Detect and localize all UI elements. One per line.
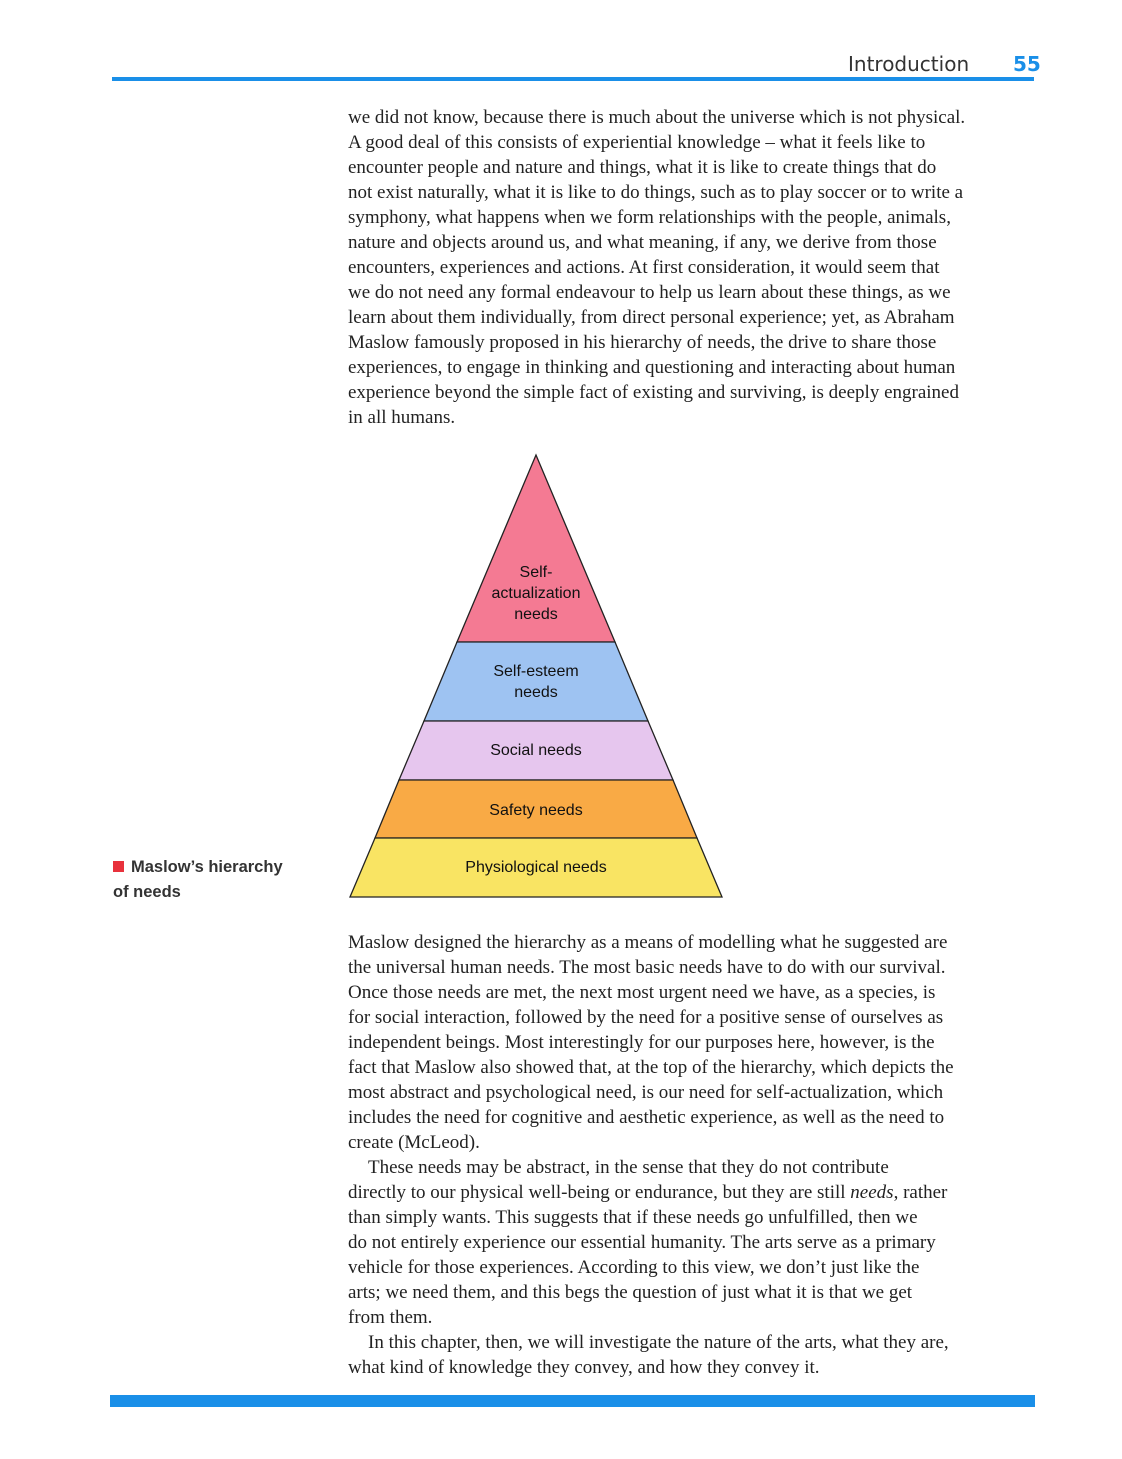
text-line: create (McLeod).	[348, 1132, 480, 1153]
text-line: learn about them individually, from direct personal experience; yet, as Abraham	[348, 307, 955, 328]
pyramid-label: needs	[514, 606, 558, 623]
text-line: includes the need for cognitive and aesthetic experience, as well as the need to	[348, 1107, 945, 1128]
text-line: most abstract and psychological need, is our need for self-actualization, which	[348, 1082, 944, 1103]
pyramid-level-self-esteem	[424, 642, 648, 721]
text-line: independent beings. Most interestingly for our purposes here, however, is the	[348, 1032, 935, 1053]
text-line: than simply wants. This suggests that if these needs go unfulfilled, then we	[348, 1207, 918, 1228]
footer-rule	[110, 1395, 1035, 1407]
pyramid-label: Self-esteem	[493, 663, 579, 680]
pyramid-label: Physiological needs	[465, 859, 607, 876]
caption-line: of needs	[113, 883, 181, 901]
emphasis-needs: needs	[850, 1182, 894, 1203]
body-paragraphs-bottom	[348, 930, 1038, 1380]
text-line: vehicle for those experiences. According to this view, we don’t just like the	[348, 1257, 920, 1278]
caption-text: Maslow’s hierarchy	[131, 858, 283, 876]
text-line: arts; we need them, and this begs the question of just what it is that we get	[348, 1282, 913, 1303]
text-line: symphony, what happens when we form relationships with the people, animals,	[348, 207, 951, 228]
text-line: not exist naturally, what it is like to do things, such as to play soccer or to write a	[348, 182, 964, 203]
text-run: directly to our physical well-being or endurance, but they are still	[348, 1182, 851, 1203]
pyramid-label: Safety needs	[489, 802, 583, 819]
text-line: fact that Maslow also showed that, at the top of the hierarchy, which depicts the	[348, 1057, 954, 1078]
text-line: These needs may be abstract, in the sense that they do not contribute	[368, 1157, 889, 1178]
caption-square-icon	[113, 861, 124, 872]
pyramid-label: needs	[514, 684, 558, 701]
text-line: encounter people and nature and things, what it is like to create things that do	[348, 157, 937, 178]
text-line: what kind of knowledge they convey, and how they convey it.	[348, 1357, 820, 1378]
text-line: encounters, experiences and actions. At first consideration, it would seem that	[348, 257, 940, 278]
text-line: the universal human needs. The most basic needs have to do with our survival.	[348, 957, 946, 978]
caption-line	[113, 855, 313, 880]
pyramid-level-physiological	[350, 838, 722, 897]
maslow-pyramid-figure	[340, 450, 730, 905]
text-run: , rather	[893, 1182, 948, 1203]
text-line: in all humans.	[348, 407, 456, 428]
text-line: In this chapter, then, we will investigate the nature of the arts, what they are,	[368, 1332, 949, 1353]
pyramid-label: Self-	[519, 564, 553, 581]
header-rule	[112, 77, 1034, 81]
body-paragraph-top	[348, 105, 1038, 430]
figure-caption	[113, 855, 313, 905]
text-line: A good deal of this consists of experiential knowledge – what it feels like to	[348, 132, 926, 153]
text-line: Maslow famously proposed in his hierarchy of needs, the drive to share those	[348, 332, 937, 353]
pyramid-label: Social needs	[490, 742, 582, 759]
text-line: Maslow designed the hierarchy as a means of modelling what he suggested are	[348, 932, 948, 953]
text-line: nature and objects around us, and what meaning, if any, we derive from those	[348, 232, 937, 253]
text-line: Once those needs are met, the next most urgent need we have, as a species, is	[348, 982, 936, 1003]
pyramid-level-social	[399, 721, 673, 780]
pyramid-label: actualization	[491, 585, 581, 602]
pyramid-level-self-actualization	[457, 455, 615, 642]
pyramid-level-safety	[375, 780, 697, 838]
text-line: experience beyond the simple fact of existing and surviving, is deeply engrained	[348, 382, 959, 403]
text-line	[348, 1180, 1038, 1205]
running-header-section: Introduction	[848, 52, 970, 76]
text-line: for social interaction, followed by the need for a positive sense of ourselves as	[348, 1007, 944, 1028]
text-line: we do not need any formal endeavour to help us learn about these things, as we	[348, 282, 951, 303]
text-line: from them.	[348, 1307, 433, 1328]
page-number: 55	[1013, 52, 1041, 76]
text-line: experiences, to engage in thinking and questioning and interacting about human	[348, 357, 956, 378]
pyramid-tier-shape	[424, 642, 648, 721]
text-line: do not entirely experience our essential humanity. The arts serve as a primary	[348, 1232, 936, 1253]
text-line: we did not know, because there is much about the universe which is not physical.	[348, 107, 966, 128]
